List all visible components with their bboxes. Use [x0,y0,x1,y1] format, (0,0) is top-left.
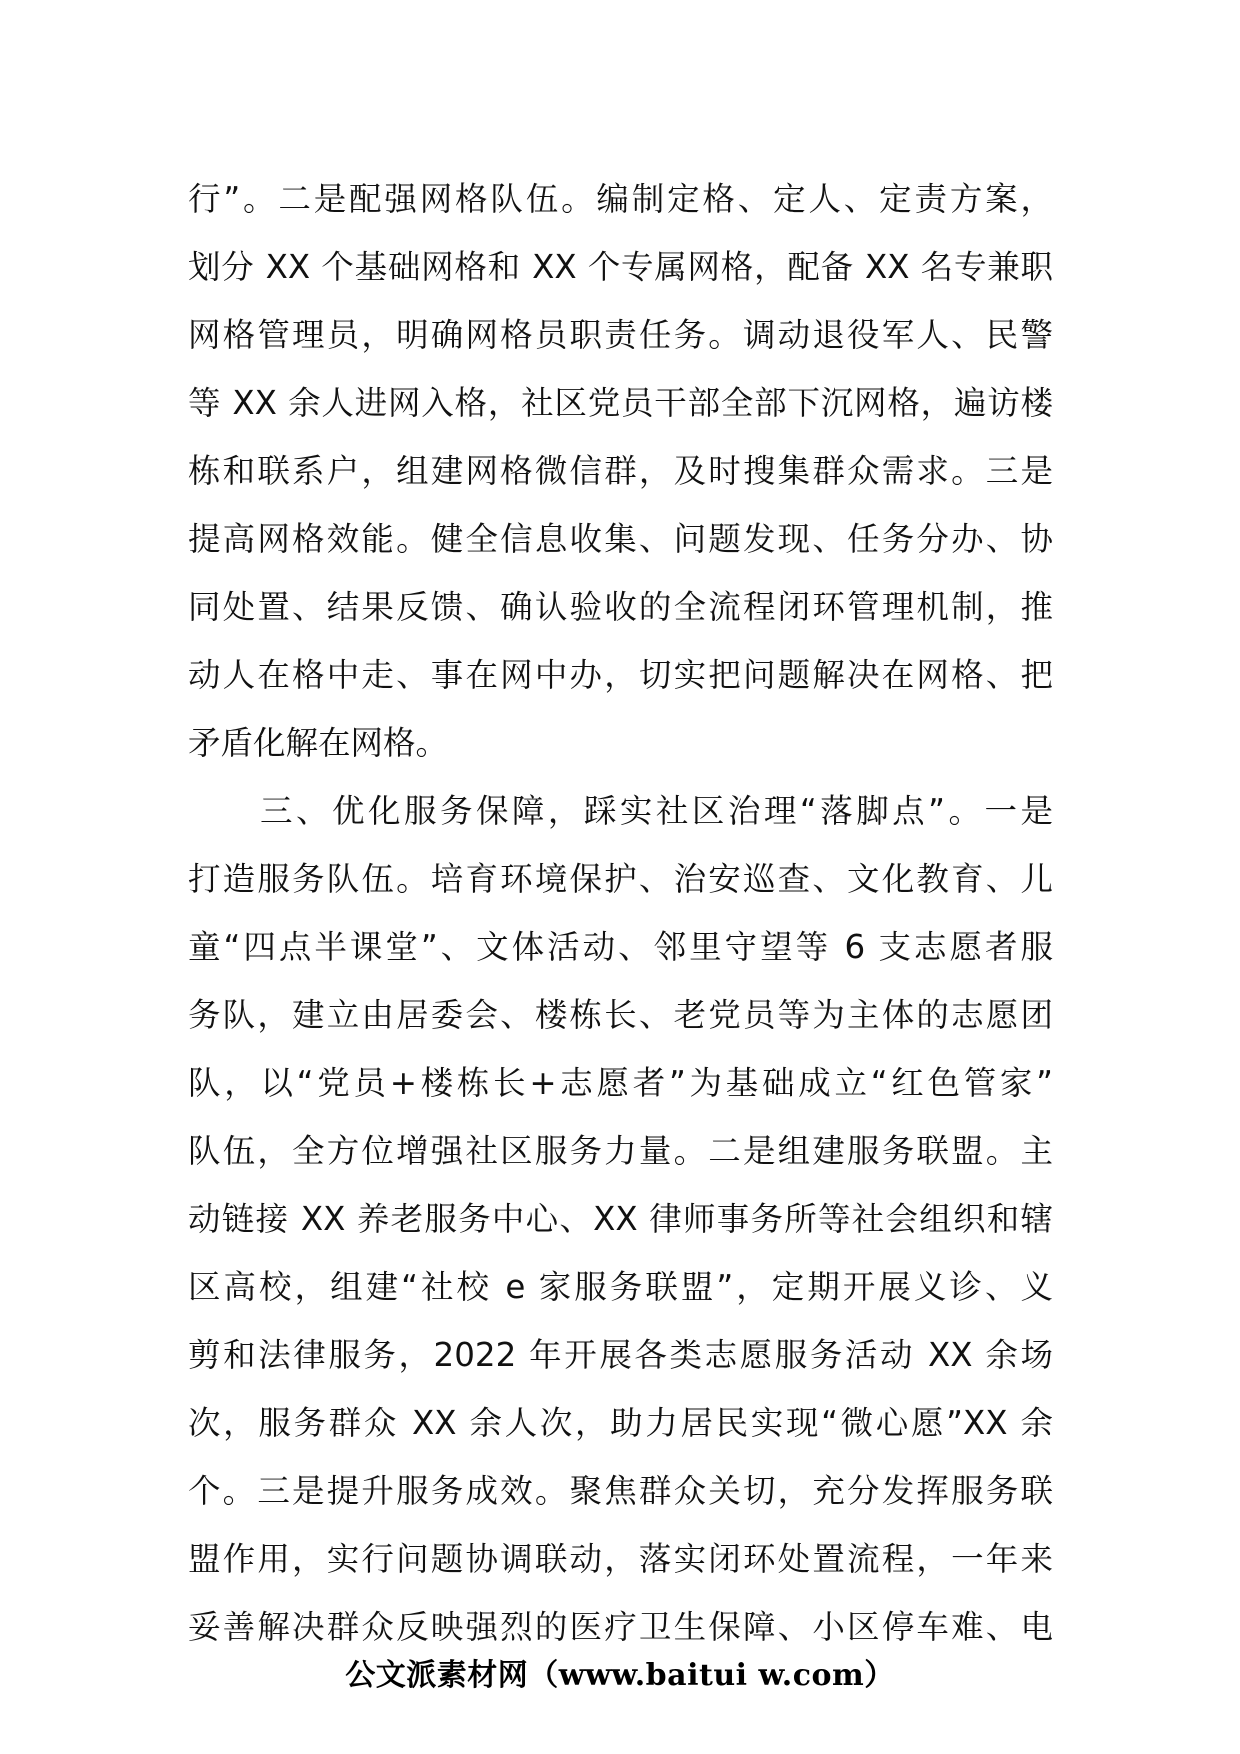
text-line: 等 XX 余人进网入格，社区党员干部全部下沉网格，遍访楼 [188,384,1053,422]
text-line: 动链接 XX 养老服务中心、XX 律师事务所等社会组织和辖 [188,1200,1053,1238]
text-line: 动人在格中走、事在网中办，切实把问题解决在网格、把 [188,656,1053,694]
text-line: 矛盾化解在网格。 [188,724,449,762]
text-line: 童“四点半课堂”、文体活动、邻里守望等 6 支志愿者服 [188,928,1053,966]
text-line: 妥善解决群众反映强烈的医疗卫生保障、小区停车难、电 [188,1608,1053,1646]
footer-watermark: 公文派素材网（www.baitui w.com） [345,1658,895,1693]
text-line: 队，以“党员+楼栋长+志愿者”为基础成立“红色管家” [188,1064,1053,1102]
text-line: 提高网格效能。健全信息收集、问题发现、任务分办、协 [188,520,1053,558]
text-line: 盟作用，实行问题协调联动，落实闭环处置流程，一年来 [188,1540,1053,1578]
text-line: 务队，建立由居委会、楼栋长、老党员等为主体的志愿团 [188,996,1053,1034]
text-line: 同处置、结果反馈、确认验收的全流程闭环管理机制，推 [188,588,1053,626]
text-line: 行”。二是配强网格队伍。编制定格、定人、定责方案， [188,180,1053,218]
text-line: 个。三是提升服务成效。聚焦群众关切，充分发挥服务联 [188,1472,1053,1510]
text-line: 区高校，组建“社校 e 家服务联盟”，定期开展义诊、义 [188,1268,1053,1306]
text-line: 次，服务群众 XX 余人次，助力居民实现“微心愿”XX 余 [188,1404,1053,1442]
text-line: 网格管理员，明确网格员职责任务。调动退役军人、民警 [188,316,1053,354]
text-line: 栋和联系户，组建网格微信群，及时搜集群众需求。三是 [188,452,1053,490]
document-body [188,165,1053,1661]
text-line: 划分 XX 个基础网格和 XX 个专属网格，配备 XX 名专兼职 [188,248,1053,286]
text-line: 队伍，全方位增强社区服务力量。二是组建服务联盟。主 [188,1132,1053,1170]
section-heading-line: 三、优化服务保障，踩实社区治理“落脚点”。一是 [188,792,1053,830]
text-line: 打造服务队伍。培育环境保护、治安巡查、文化教育、儿 [188,860,1053,898]
text-line: 剪和法律服务，2022 年开展各类志愿服务活动 XX 余场 [188,1336,1053,1374]
